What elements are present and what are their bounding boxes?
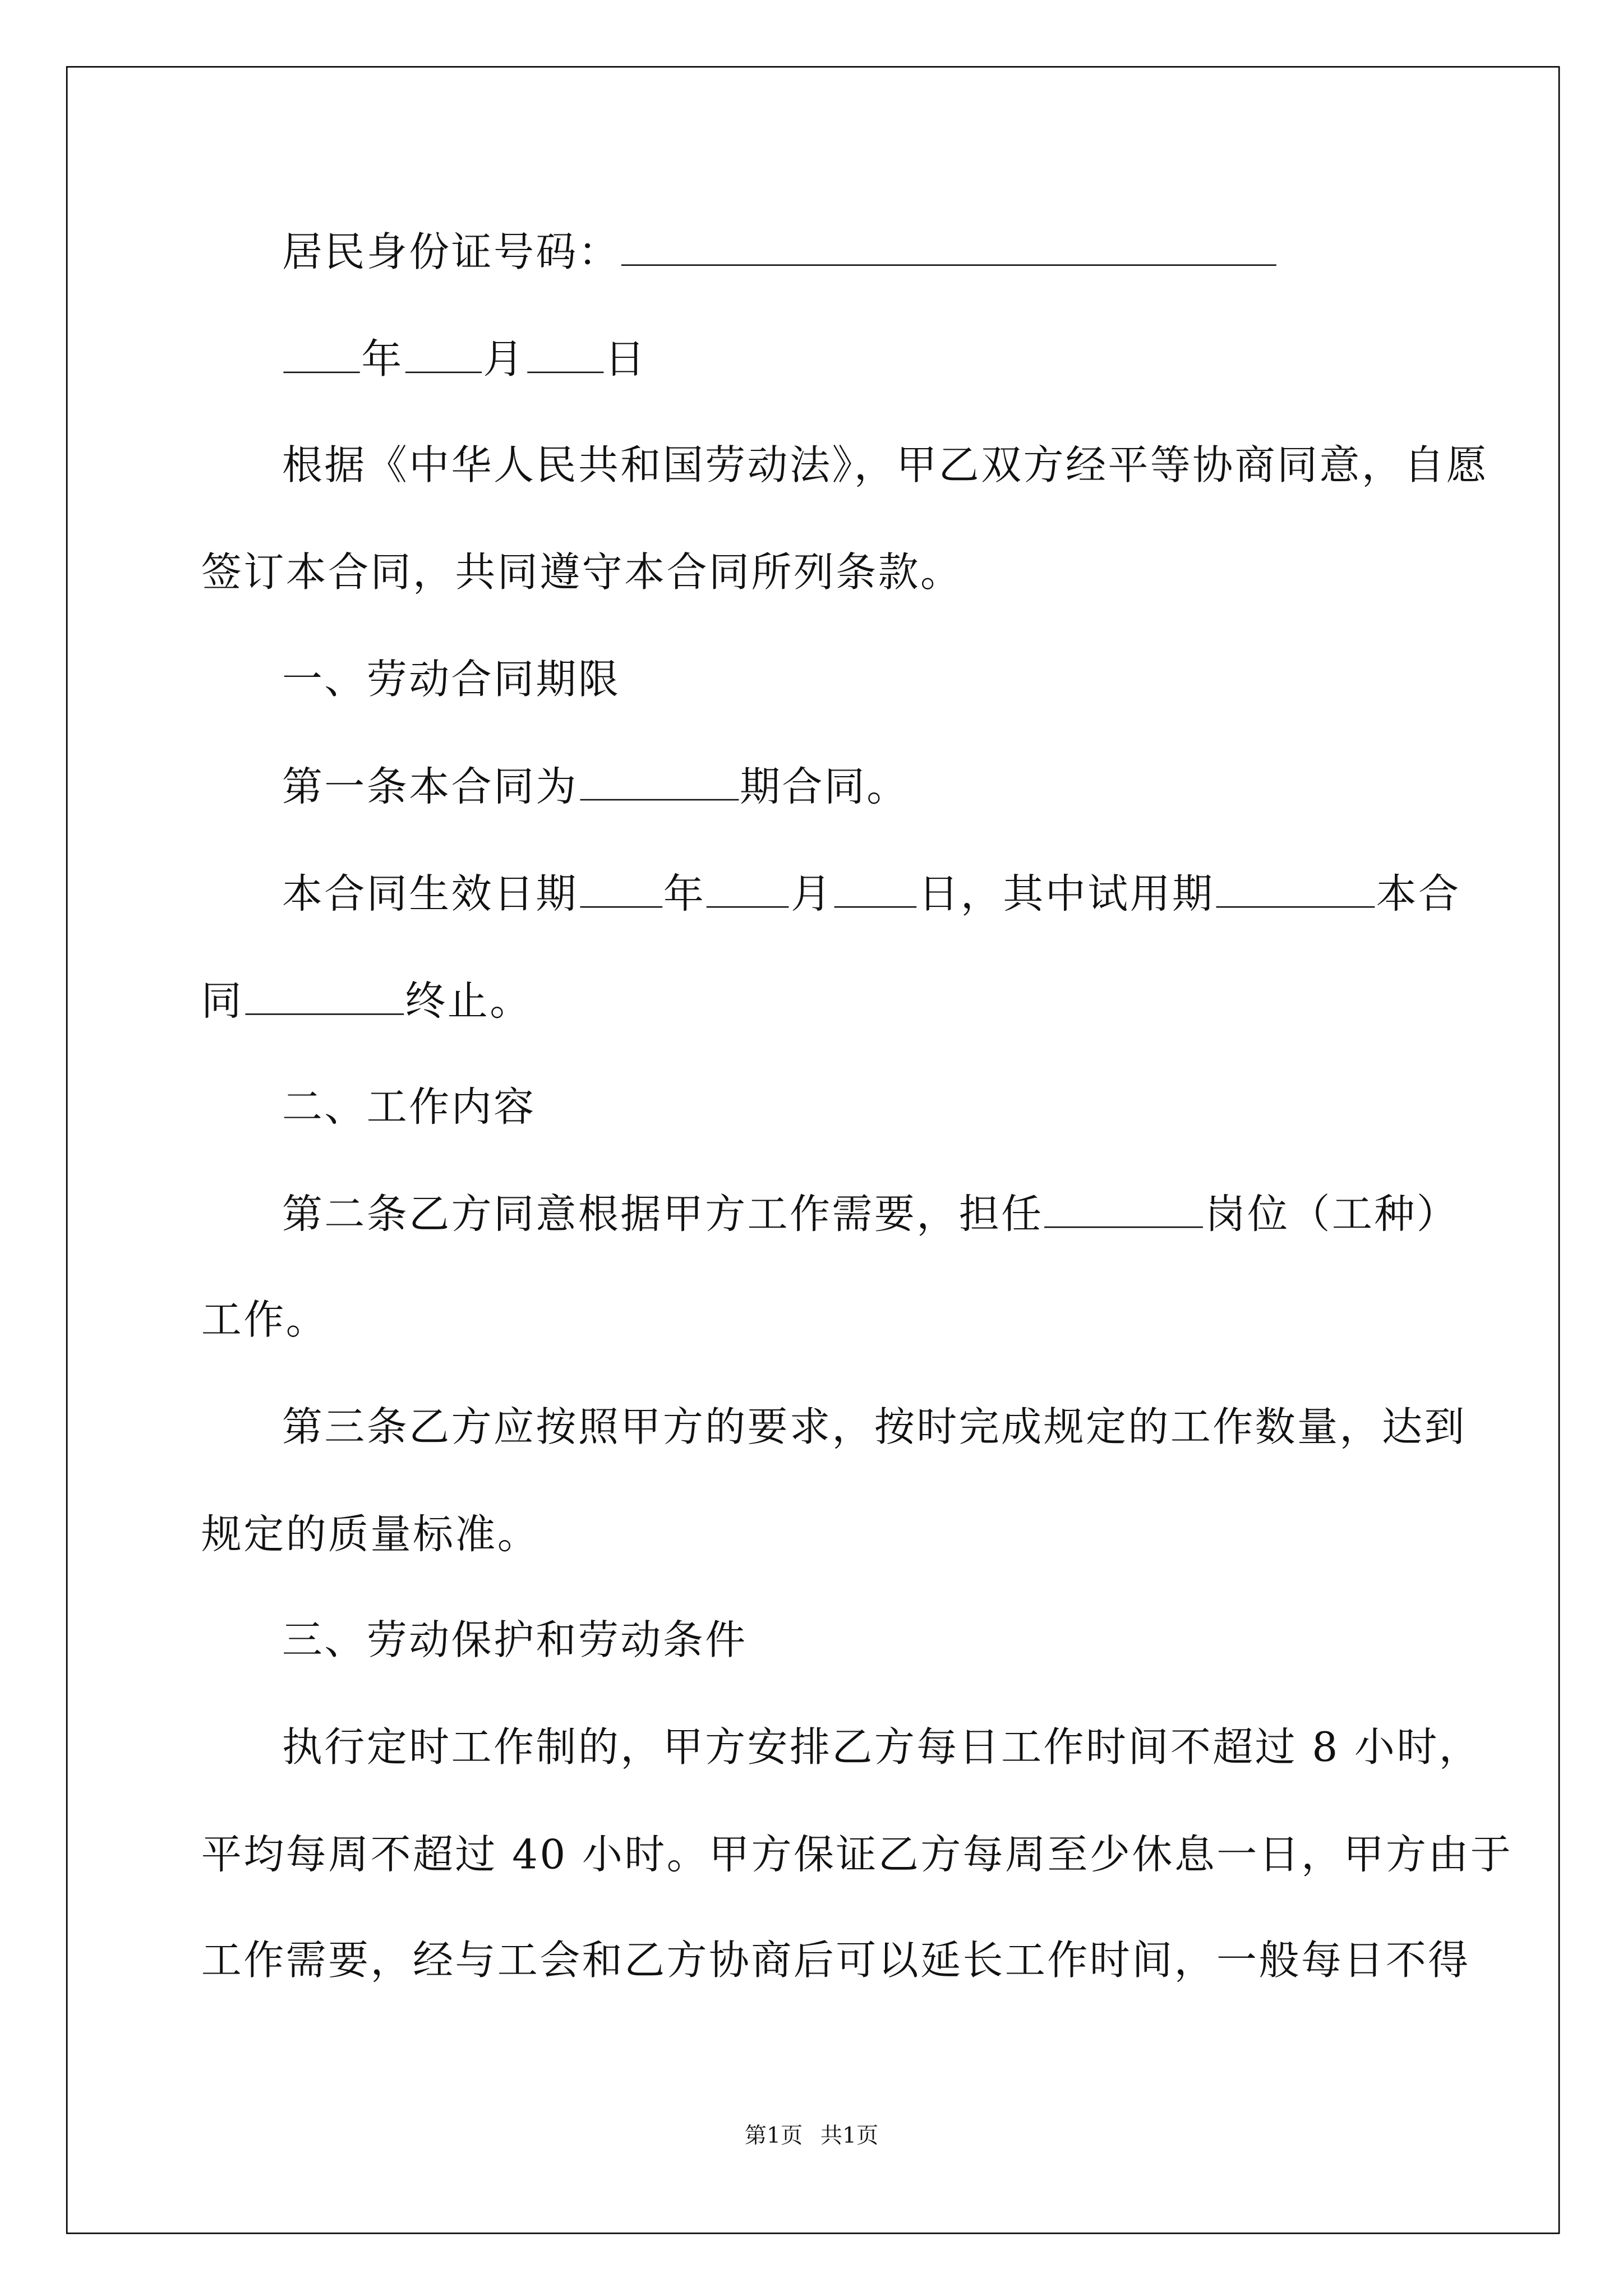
id-number-line — [282, 226, 1279, 279]
end-date-blank — [245, 975, 404, 1015]
clause-text: 本合 — [1376, 871, 1461, 918]
clause-text: 第二条乙方同意根据甲方工作需要，担任 — [282, 1191, 1044, 1238]
year-label: 年 — [663, 871, 706, 918]
clause-text: 第一条本合同为 — [282, 763, 578, 811]
month-blank — [405, 334, 481, 374]
paragraph-line: 第三条乙方应按照甲方的要求，按时完成规定的工作数量，达到 — [282, 1404, 1467, 1451]
clause-line — [201, 975, 532, 1028]
year-blank — [579, 868, 662, 908]
paragraph-line: 规定的质量标准。 — [201, 1511, 540, 1559]
month-blank — [707, 868, 790, 908]
year-blank — [283, 334, 359, 374]
paragraph-line: 执行定时工作制的，甲方安排乙方每日工作时间不超过 8 小时， — [282, 1724, 1482, 1772]
page-number: 第1页 — [744, 2122, 803, 2149]
paragraph-line: 签订本合同，共同遵守本合同所列条款。 — [201, 549, 963, 597]
section-heading: 二、工作内容 — [282, 1084, 536, 1131]
clause-text: 期合同。 — [739, 763, 909, 811]
page-total: 共1页 — [820, 2122, 879, 2149]
id-number-label: 居民身份证号码： — [282, 229, 621, 276]
clause-text: 日，其中试用期 — [918, 871, 1215, 918]
page-footer — [0, 2121, 1623, 2150]
day-blank — [834, 868, 917, 908]
paragraph-line: 平均每周不超过 40 小时。甲方保证乙方每周至少休息一日，甲方由于 — [201, 1831, 1513, 1879]
page-border — [66, 66, 1560, 2234]
clause-text: 岗位（工种） — [1205, 1191, 1459, 1238]
month-label: 月 — [791, 871, 833, 918]
clause-text: 本合同生效日期 — [282, 871, 578, 918]
position-blank — [1045, 1188, 1204, 1228]
month-label: 月 — [483, 336, 525, 384]
day-label: 日 — [605, 336, 647, 384]
section-heading: 一、劳动合同期限 — [282, 656, 621, 704]
id-number-blank — [622, 226, 1277, 266]
year-label: 年 — [361, 336, 404, 384]
clause-line — [282, 1188, 1459, 1241]
clause-text: 同 — [201, 978, 244, 1026]
paragraph-line: 工作。 — [201, 1297, 329, 1344]
probation-blank — [1216, 868, 1375, 908]
clause-text: 终止。 — [405, 978, 532, 1026]
clause-line — [282, 868, 1461, 921]
section-heading: 三、劳动保护和劳动条件 — [282, 1617, 748, 1665]
term-blank — [579, 761, 738, 801]
clause-line — [282, 761, 909, 814]
paragraph-line: 根据《中华人民共和国劳动法》，甲乙双方经平等协商同意，自愿 — [282, 442, 1489, 490]
day-blank — [527, 334, 603, 374]
paragraph-line: 工作需要，经与工会和乙方协商后可以延长工作时间，一般每日不得 — [201, 1937, 1470, 1985]
date-line — [282, 334, 647, 386]
